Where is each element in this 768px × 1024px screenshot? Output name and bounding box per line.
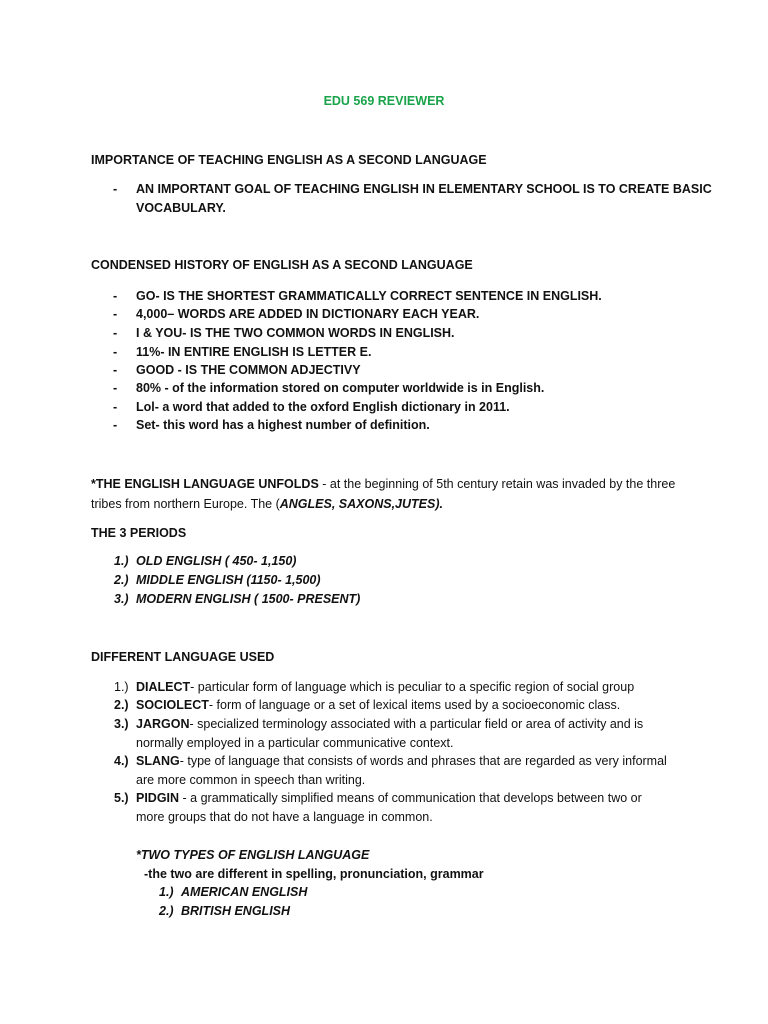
unfolds-label: *THE ENGLISH LANGUAGE UNFOLDS [91, 477, 319, 491]
section-heading-importance: IMPORTANCE OF TEACHING ENGLISH AS A SECOND LANGUAGE [91, 153, 487, 167]
language-item-slang [136, 754, 667, 768]
language-definition: - specialized terminology associated with a particular field or area of activity and is [189, 717, 644, 731]
period-number: 2.) [114, 573, 129, 587]
period-item: MODERN ENGLISH ( 1500- PRESENT) [136, 592, 361, 606]
bullet-dash: - [113, 400, 118, 414]
unfolds-paragraph-line1 [91, 477, 675, 491]
two-types-heading: *TWO TYPES OF ENGLISH LANGUAGE [136, 848, 370, 862]
bullet-dash: - [113, 289, 118, 303]
language-number: 1.) [114, 680, 129, 694]
bullet-dash: - [113, 345, 118, 359]
period-item: OLD ENGLISH ( 450- 1,150) [136, 554, 297, 568]
language-definition: - type of language that consists of words and phrases that are regarded as very informal [179, 754, 667, 768]
unfolds-text: - at the beginning of 5th century retain was invaded by the three [318, 477, 676, 491]
english-type-number: 1.) [159, 885, 174, 899]
unfolds-paragraph-line2 [91, 497, 443, 511]
two-types-subtitle: -the two are different in spelling, pronunciation, grammar [144, 867, 484, 881]
history-item: Lol- a word that added to the oxford English dictionary in 2011. [136, 400, 510, 414]
history-item: I & YOU- IS THE TWO COMMON WORDS IN ENGLISH. [136, 326, 455, 340]
period-number: 3.) [114, 592, 129, 606]
language-number: 5.) [114, 791, 129, 805]
english-type-item: AMERICAN ENGLISH [181, 885, 308, 899]
english-type-item: BRITISH ENGLISH [181, 904, 291, 918]
section-heading-periods: THE 3 PERIODS [91, 526, 187, 540]
english-type-number: 2.) [159, 904, 174, 918]
document-title: EDU 569 REVIEWER [323, 94, 445, 108]
language-term: DIALECT [136, 680, 191, 694]
section-heading-languages: DIFFERENT LANGUAGE USED [91, 650, 275, 664]
language-item-pidgin [136, 791, 642, 805]
bullet-text: AN IMPORTANT GOAL OF TEACHING ENGLISH IN ELEMENTARY SCHOOL IS TO CREATE BASIC [136, 182, 712, 196]
period-number: 1.) [114, 554, 129, 568]
history-item: 80% - of the information stored on computer worldwide is in English. [136, 381, 545, 395]
history-item: GOOD - IS THE COMMON ADJECTIVY [136, 363, 361, 377]
period-item: MIDDLE ENGLISH (1150- 1,500) [136, 573, 321, 587]
history-item: 11%- IN ENTIRE ENGLISH IS LETTER E. [136, 345, 372, 359]
language-term: SLANG [136, 754, 180, 768]
bullet-dash: - [113, 381, 118, 395]
language-definition-continued: normally employed in a particular communicative context. [136, 736, 454, 750]
bullet-text-continued: VOCABULARY. [136, 201, 226, 215]
history-item: 4,000– WORDS ARE ADDED IN DICTIONARY EACH YEAR. [136, 307, 480, 321]
language-definition: - particular form of language which is peculiar to a specific region of social group [190, 680, 635, 694]
language-item-dialect [136, 680, 634, 694]
section-heading-history: CONDENSED HISTORY OF ENGLISH AS A SECOND LANGUAGE [91, 258, 473, 272]
history-item: GO- IS THE SHORTEST GRAMMATICALLY CORRECT SENTENCE IN ENGLISH. [136, 289, 602, 303]
language-term: SOCIOLECT [136, 698, 209, 712]
bullet-dash: - [113, 326, 118, 340]
language-number: 3.) [114, 717, 129, 731]
history-item: Set- this word has a highest number of definition. [136, 418, 430, 432]
bullet-dash: - [113, 418, 118, 432]
tribes-list: ANGLES, SAXONS,JUTES). [279, 497, 443, 511]
unfolds-text-continued: tribes from northern Europe. The ( [91, 497, 280, 511]
bullet-dash: - [113, 363, 118, 377]
language-definition-continued: more groups that do not have a language in common. [136, 810, 433, 824]
language-number: 4.) [114, 754, 129, 768]
language-item-jargon [136, 717, 643, 731]
language-item-sociolect [136, 698, 620, 712]
language-term: JARGON [136, 717, 190, 731]
language-definition: - form of language or a set of lexical items used by a socioeconomic class. [208, 698, 621, 712]
language-definition: - a grammatically simplified means of communication that develops between two or [179, 791, 642, 805]
language-term: PIDGIN [136, 791, 180, 805]
bullet-dash: - [113, 307, 118, 321]
bullet-dash: - [113, 182, 118, 196]
language-number: 2.) [114, 698, 129, 712]
language-definition-continued: are more common in speech than writing. [136, 773, 366, 787]
